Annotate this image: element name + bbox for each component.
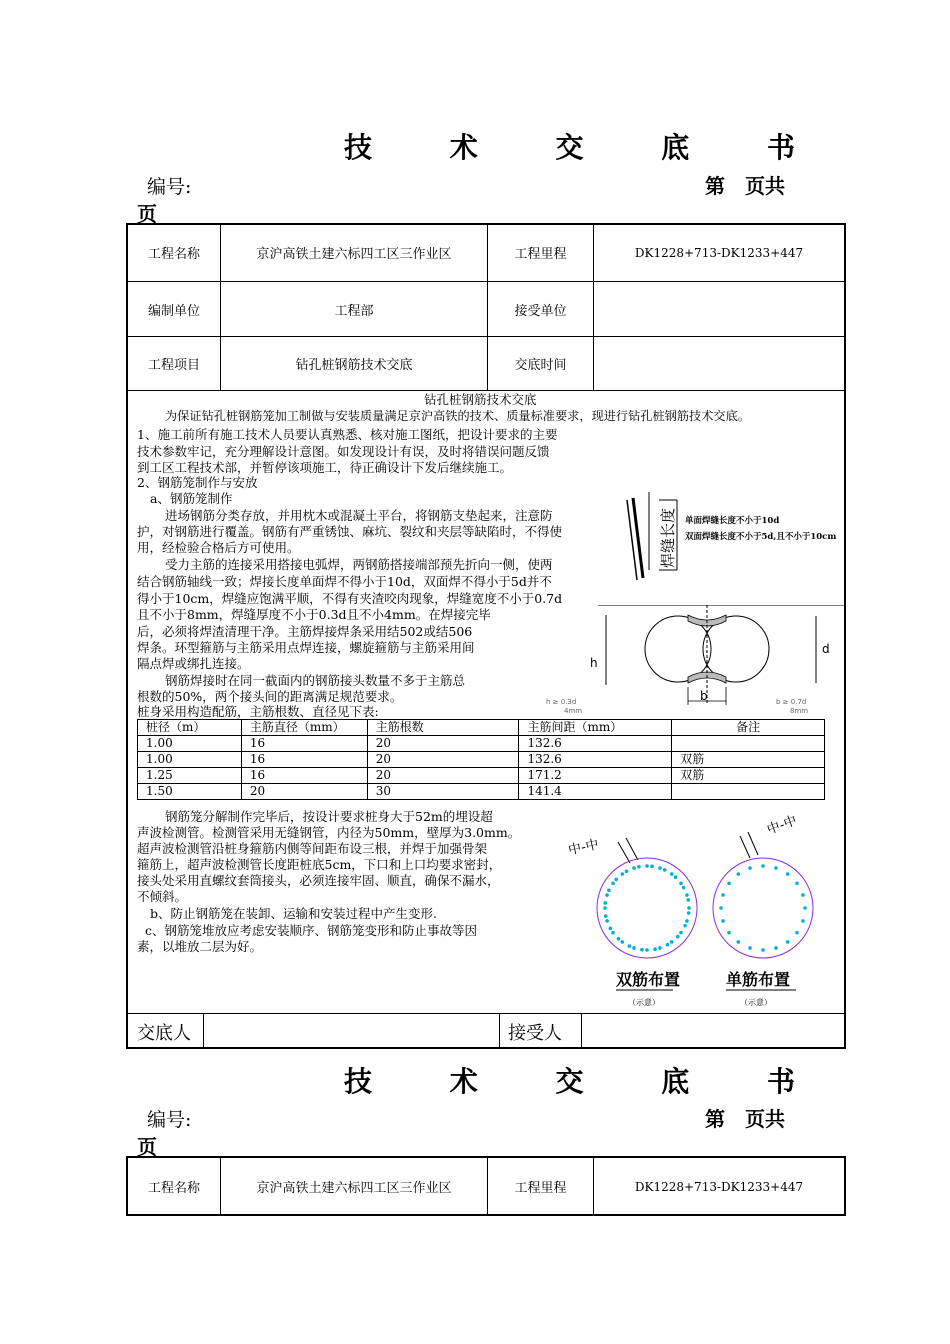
rebar-dot (666, 943, 670, 947)
mileage-label: 工程里程 (514, 1181, 567, 1196)
rebar-dot (658, 946, 662, 950)
rebar-dot (637, 865, 641, 869)
table-cell: 1.50 (138, 784, 242, 800)
rebar-dot (640, 948, 644, 952)
rebar-dot (611, 882, 615, 886)
rebar-dot (604, 901, 608, 905)
rebar-dot (721, 893, 725, 897)
rebar-dot (617, 937, 621, 941)
receiver-label: 接受人 (508, 1023, 562, 1044)
rebar-dot (645, 948, 649, 952)
project-name-value: 京沪高铁土建六标四工区三作业区 (256, 1181, 452, 1196)
pile-reinforcement-table (137, 719, 825, 800)
paragraph-line: 进场钢筋分类存放，并用枕木或混凝土平台，将钢筋支垫起来，注意防 (165, 508, 553, 523)
page-title: 技 术 交 底 书 (344, 1065, 829, 1098)
single-bar-pile-section (713, 858, 813, 958)
table-cell: 16 (241, 752, 367, 768)
rebar-dot (719, 906, 723, 910)
divider (203, 1014, 204, 1048)
project-name-value: 京沪高铁土建六标四工区三作业区 (256, 247, 452, 262)
rebar-dot (748, 946, 752, 950)
document-number-label: 编号: (147, 176, 192, 198)
table-cell: 20 (367, 736, 519, 752)
center-distance-label-left: 中-中 (567, 837, 601, 859)
rebar-dot (795, 882, 799, 886)
paragraph-line: 且不小于8mm，焊缝厚度不小于0.3d且不小4mm。在焊接完毕 (137, 607, 491, 622)
rebar-dot (604, 914, 608, 918)
section-heading: 2、钢筋笼制作与安放 (137, 475, 258, 490)
item-value: 钻孔桩钢筋技术交底 (295, 358, 413, 373)
mileage-label: 工程里程 (514, 247, 567, 262)
h-note-min: 4mm (564, 707, 583, 715)
double-bar-schematic: （示意） (628, 998, 660, 1007)
rebar-dot (663, 868, 667, 872)
weld-note-single: 单面焊缝长度不小于10d (685, 516, 780, 526)
paragraph-line: 用，经检验合格后方可使用。 (137, 540, 300, 555)
rebar-dot (801, 893, 805, 897)
paragraph-line: 钢筋焊接时在同一截面内的钢筋接头数量不多于主筋总 (165, 673, 466, 688)
paragraph-line: 焊条。环型箍筋与主筋采用点焊连接，螺旋箍筋与主筋采用间 (137, 640, 475, 655)
table-cell: 双筋 (672, 752, 825, 768)
giver-label: 交底人 (137, 1023, 191, 1044)
rebar-dot (801, 919, 805, 923)
table-cell: 171.2 (519, 768, 672, 784)
rebar-dot (670, 872, 674, 876)
rebar-dot (609, 927, 613, 931)
rebar-dot (786, 872, 790, 876)
paragraph-line: 护，对钢筋进行覆盖。钢筋有严重锈蚀、麻坑、裂纹和夹层等缺陷时，不得使 (137, 524, 563, 539)
center-distance-label-right: 中-中 (765, 813, 800, 838)
b-note: b ≥ 0.7d (776, 698, 807, 706)
rebar-dot (687, 911, 691, 915)
rebar-dot (774, 866, 778, 870)
rebar-dot (737, 940, 741, 944)
rebar-dot (605, 919, 609, 923)
rebar-dot (645, 864, 649, 868)
divider (581, 1014, 582, 1048)
rebar-dot (687, 906, 691, 910)
b-label: b (700, 689, 708, 703)
table-cell (672, 784, 825, 800)
unit-value: 工程部 (334, 303, 374, 319)
single-bar-schematic: （示意） (740, 998, 772, 1007)
rebar-dot (786, 940, 790, 944)
weld-section-diagram (538, 605, 844, 715)
h-note: h ≥ 0.3d (546, 698, 577, 706)
h-label: h (590, 656, 598, 670)
document-number-label: 编号: (147, 1109, 192, 1131)
paragraph-line: 接头处采用直螺纹套筒接头，必须连接牢固、顺直，确保不漏水， (137, 873, 500, 888)
paragraph-line: 桩身采用构造配筋，主筋根数、直径见下表: (137, 704, 379, 719)
rebar-dot (670, 940, 674, 944)
unit-label: 编制单位 (147, 303, 200, 319)
time-label: 交底时间 (514, 358, 567, 373)
table-row (138, 784, 825, 800)
paragraph-line: 箍筋上，超声波检测管长度距桩底5cm，下口和上口均要求密封， (137, 857, 502, 872)
rebar-dot (721, 919, 725, 923)
page-count-label: 第 页共 (705, 1107, 785, 1131)
paragraph-line: c、钢筋笼堆放应考虑安装顺序、钢筋笼变形和防止事故等因 (145, 923, 478, 938)
table-cell (672, 736, 825, 752)
rebar-dot (676, 935, 680, 939)
weld-length-diagram (615, 490, 845, 590)
rebar-dot (685, 893, 689, 897)
rebar-dot (628, 944, 632, 948)
rebar-dot (727, 882, 731, 886)
receiver-signature-field[interactable] (583, 1015, 843, 1047)
table-header-cell: 主筋间距（mm） (519, 720, 672, 736)
divider (127, 1013, 845, 1014)
rebar-dot (761, 864, 765, 868)
reinforcement-layout-diagram (560, 808, 844, 1012)
rebar-dot (682, 886, 686, 890)
rebar-dot (605, 893, 609, 897)
rebar-dot (658, 866, 662, 870)
paragraph-line: 声波检测管。检测管采用无缝钢管，内径为50mm，壁厚为3.0mm。 (137, 825, 521, 840)
paragraph-line: 不倾斜。 (137, 889, 188, 904)
rebar-dot (761, 948, 765, 952)
mileage-value: DK1228+713-DK1233+447 (634, 1179, 804, 1194)
giver-signature-field[interactable] (205, 1015, 497, 1047)
body-heading: 钻孔桩钢筋技术交底 (424, 392, 537, 407)
rebar-dot (679, 882, 683, 886)
weld-note-double: 双面焊缝长度不小于5d,且不小于10cm (685, 532, 837, 542)
rebar-dot (737, 872, 741, 876)
subsection-heading: a、钢筋笼制作 (150, 491, 233, 506)
rebar-dot (748, 866, 752, 870)
project-name-label: 工程名称 (147, 247, 200, 262)
paragraph-line: 结合钢筋轴线一致；焊接长度单面焊不得小于10d，双面焊不得小于5d并不 (137, 574, 552, 589)
single-bar-dots (719, 864, 807, 952)
rebar-dot (727, 931, 731, 935)
rebar-dot (621, 940, 625, 944)
table-cell: 132.6 (519, 736, 672, 752)
rebar-dot (611, 931, 615, 935)
paragraph-line: 超声波检测管沿桩身箍筋内侧等间距布设三根，并焊于加强骨架 (137, 841, 488, 856)
rebar-dot (607, 889, 611, 893)
paragraph-line: 受力主筋的连接采用搭接电弧焊，两钢筋搭接端部预先折向一侧，使两 (165, 557, 553, 572)
rebar-dot (632, 946, 636, 950)
time-value[interactable] (594, 337, 844, 390)
paragraph-line: b、防止钢筋笼在装卸、运输和安装过程中产生变形. (150, 906, 437, 921)
intro-paragraph: 为保证钻孔桩钢筋笼加工制做与安装质量满足京沪高铁的技术、质量标准要求，现进行钻孔桩钢筋技术交底。 (165, 409, 750, 423)
paragraph-line: 隔点焊或绑扎连接。 (137, 656, 250, 671)
project-name-label: 工程名称 (147, 1181, 200, 1196)
rebar-dot (686, 898, 690, 902)
page-title: 技 术 交 底 书 (344, 131, 829, 164)
b-note-min: 8mm (790, 707, 809, 715)
double-bar-dots (603, 864, 691, 952)
table-header-cell: 桩径（m） (138, 720, 242, 736)
table-header-cell: 主筋直径（mm） (241, 720, 367, 736)
rebar-dot (653, 947, 657, 951)
receiver-unit-value[interactable] (594, 282, 844, 336)
rebar-dot (650, 865, 654, 869)
table-cell: 132.6 (519, 752, 672, 768)
rebar-dot (683, 924, 687, 928)
rebar-dot (674, 875, 678, 879)
paragraph-line: 技术参数牢记，充分理解设计意图。如发现设计有误，及时将错误问题反馈 (137, 444, 550, 459)
rebar-dot (803, 906, 807, 910)
table-cell: 20 (367, 768, 519, 784)
rebar-dot (679, 931, 683, 935)
table-cell: 16 (241, 768, 367, 784)
weld-length-label: 焊缝长度 (659, 507, 677, 568)
table-cell: 16 (241, 736, 367, 752)
table-header-cell: 备注 (672, 720, 825, 736)
rebar-dot (625, 870, 629, 874)
paragraph-line: 素，以堆放二层为好。 (137, 939, 263, 954)
mileage-value: DK1228+713-DK1233+447 (634, 245, 804, 260)
receiver-unit-label: 接受单位 (514, 303, 567, 319)
item-label: 工程项目 (147, 358, 200, 373)
table-cell: 30 (367, 784, 519, 800)
table-cell: 20 (367, 752, 519, 768)
paragraph-line: 到工区工程技术部，并暂停该项施工，待正确设计下发后继续施工。 (137, 460, 513, 475)
table-header-row (138, 720, 825, 736)
page-count-label-tail: 页 (137, 1135, 157, 1159)
paragraph-line: 根数的50%，两个接头间的距离满足规范要求。 (137, 689, 403, 704)
rebar-dot (795, 931, 799, 935)
table-row (138, 736, 825, 752)
paragraph-line: 钢筋笼分解制作完毕后，按设计要求桩身大于52m的埋设超 (165, 809, 493, 824)
rebar-dot (603, 906, 607, 910)
rebar-dot (774, 946, 778, 950)
double-bar-label: 双筋布置 (616, 970, 681, 989)
table-cell: 20 (241, 784, 367, 800)
table-cell: 双筋 (672, 768, 825, 784)
double-bar-pile-section (597, 858, 697, 958)
rebar-dot (685, 919, 689, 923)
paragraph-line: 后，必须将焊渣清理干净。主筋焊接焊条采用结502或结506 (137, 624, 473, 639)
table-cell: 1.00 (138, 752, 242, 768)
paragraph-line: 1、施工前所有施工技术人员要认真熟悉、核对施工图纸，把设计要求的主要 (137, 427, 558, 442)
rebar-dot (621, 872, 625, 876)
table-cell: 1.00 (138, 736, 242, 752)
table-row (138, 768, 825, 784)
table-cell: 1.25 (138, 768, 242, 784)
table-cell: 141.4 (519, 784, 672, 800)
d-label: d (822, 642, 830, 656)
page-count-label: 第 页共 (705, 174, 785, 198)
single-bar-label: 单筋布置 (726, 970, 791, 989)
paragraph-line: 得小于10cm，焊缝应饱满平顺，不得有夹渣咬肉现象，焊缝宽度不小于0.7d (137, 591, 563, 606)
rebar-dot (632, 866, 636, 870)
table-header-cell: 主筋根数 (367, 720, 519, 736)
table-row (138, 752, 825, 768)
divider (499, 1014, 500, 1048)
rebar-dot (614, 878, 618, 882)
page-count-label-tail: 页 (137, 202, 157, 226)
